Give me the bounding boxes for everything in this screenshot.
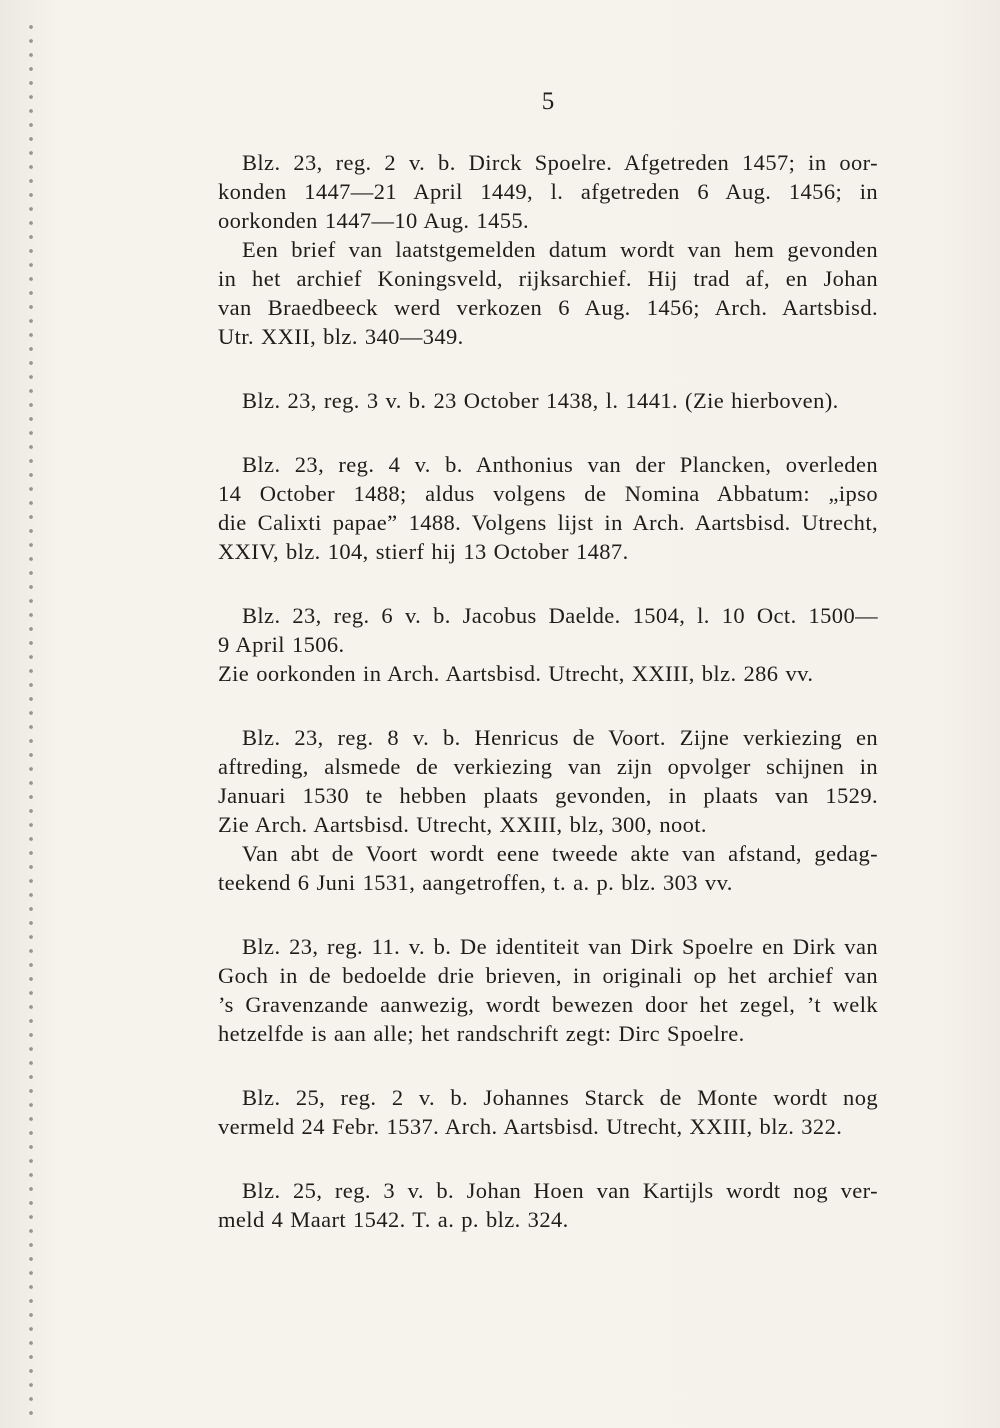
text-line: Blz. 25, reg. 2 v. b. Johannes Starck de Monte wordt nog	[242, 1085, 878, 1110]
text-line: in het archief Koningsveld, rijksarchief. Hij trad af, en Johan	[218, 266, 878, 291]
text-line: oorkonden 1447—10 Aug. 1455.	[218, 208, 530, 233]
text-line: meld 4 Maart 1542. T. a. p. blz. 324.	[218, 1207, 569, 1232]
text-line: konden 1447—21 April 1449, l. afgetreden 6 Aug. 1456; in	[218, 179, 878, 204]
entry-5	[218, 723, 878, 897]
text-line: van Braedbeeck werd verkozen 6 Aug. 1456; Arch. Aartsbisd.	[218, 295, 878, 320]
text-line: Blz. 23, reg. 3 v. b. 23 October 1438, l. 1441. (Zie hierboven).	[242, 388, 839, 413]
text-line: vermeld 24 Febr. 1537. Arch. Aartsbisd. Utrecht, XXIII, blz. 322.	[218, 1114, 843, 1139]
entry-8	[218, 1176, 878, 1234]
text-line: Zie Arch. Aartsbisd. Utrecht, XXIII, blz, 300, noot.	[218, 812, 707, 837]
text-line: Goch in de bedoelde drie brieven, in originali op het archief van	[218, 963, 878, 988]
text-line: teekend 6 Juni 1531, aangetroffen, t. a. p. blz. 303 vv.	[218, 870, 733, 895]
text-line: die Calixti papae” 1488. Volgens lijst in Arch. Aartsbisd. Utrecht,	[218, 510, 878, 535]
text-line: Utr. XXII, blz. 340—349.	[218, 324, 464, 349]
entry-3	[218, 450, 878, 566]
text-line: ’s Gravenzande aanwezig, wordt bewezen door het zegel, ’t welk	[218, 992, 878, 1017]
text-line: Van abt de Voort wordt eene tweede akte van afstand, gedag-	[242, 841, 878, 866]
text-line: hetzelfde is aan alle; het randschrift zegt: Dirc Spoelre.	[218, 1021, 745, 1046]
text-line: XXIV, blz. 104, stierf hij 13 October 1487.	[218, 539, 629, 564]
entry-7	[218, 1083, 878, 1141]
entry-2	[218, 386, 878, 415]
text-line: Een brief van laatstgemelden datum wordt van hem gevonden	[242, 237, 878, 262]
text-line: Zie oorkonden in Arch. Aartsbisd. Utrecht, XXIII, blz. 286 vv.	[218, 661, 814, 686]
document-body	[218, 148, 878, 1269]
text-line: Blz. 23, reg. 6 v. b. Jacobus Daelde. 1504, l. 10 Oct. 1500—	[242, 603, 878, 628]
entry-6	[218, 932, 878, 1048]
text-line: Blz. 23, reg. 4 v. b. Anthonius van der Plancken, overleden	[242, 452, 878, 477]
text-line: Blz. 25, reg. 3 v. b. Johan Hoen van Kartijls wordt nog ver-	[242, 1178, 878, 1203]
page-number: 5	[541, 88, 555, 115]
text-line: Blz. 23, reg. 2 v. b. Dirck Spoelre. Afgetreden 1457; in oor-	[242, 150, 878, 175]
text-line: 9 April 1506.	[218, 632, 345, 657]
text-line: Januari 1530 te hebben plaats gevonden, in plaats van 1529.	[218, 783, 878, 808]
binding-holes-decoration	[26, 20, 36, 1420]
text-line: aftreding, alsmede de verkiezing van zijn opvolger schijnen in	[218, 754, 878, 779]
text-line: Blz. 23, reg. 11. v. b. De identiteit van Dirk Spoelre en Dirk van	[242, 934, 878, 959]
entry-1	[218, 148, 878, 351]
entry-4	[218, 601, 878, 688]
text-line: 14 October 1488; aldus volgens de Nomina Abbatum: „ipso	[218, 481, 878, 506]
text-line: Blz. 23, reg. 8 v. b. Henricus de Voort. Zijne verkiezing en	[242, 725, 878, 750]
